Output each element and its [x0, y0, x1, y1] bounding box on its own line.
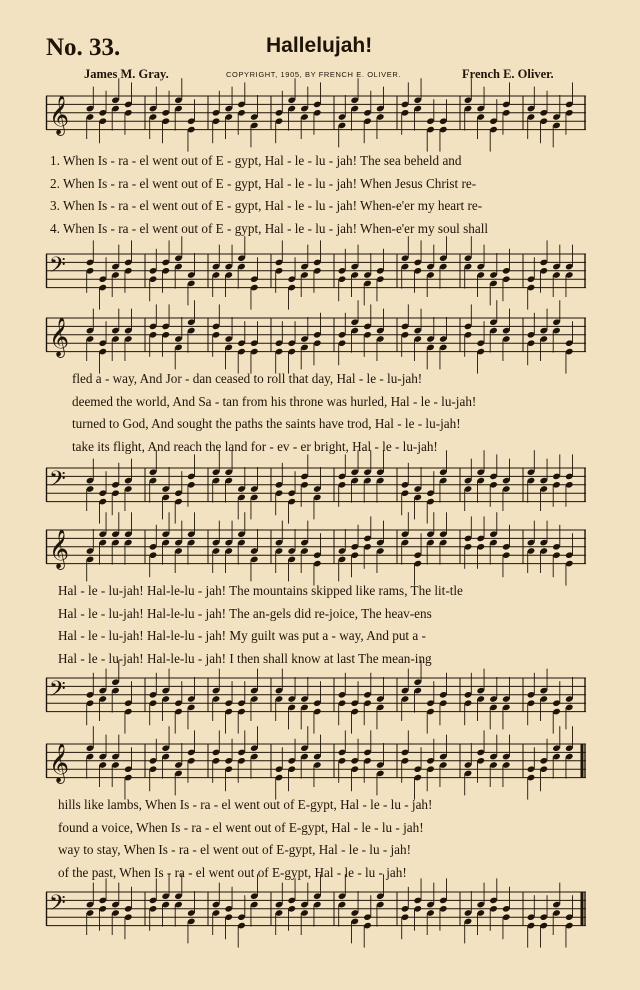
note-chord [476, 730, 485, 782]
note-chord [476, 516, 485, 568]
note-chord [86, 240, 95, 292]
note-chord [212, 730, 221, 782]
lyric-line-verse-2: 2. When Is - ra - el went out of E - gypt, Hal - le - lu - jah! When Jesus Christ re- [50, 175, 477, 191]
note-chord [489, 878, 498, 930]
note-chord [187, 454, 196, 506]
lyric-line-verse-4: of the past, When Is - ra - el went out of E-gypt, Hal - le - lu - jah! [58, 864, 407, 880]
note-chord [439, 99, 448, 151]
note-chord [350, 525, 359, 577]
note-chord [86, 673, 95, 725]
lyric-line-verse-3: 3. When Is - ra - el went out of E - gypt, Hal - le - lu - jah! When-e'er my heart re- [50, 198, 483, 213]
copyright-notice: COPYRIGHT, 1905, BY FRENCH E. OLIVER. [226, 70, 402, 79]
note-chord [313, 240, 322, 292]
note-chord [489, 454, 498, 506]
note-chord [464, 304, 473, 356]
note-chord [539, 739, 548, 791]
verse-lyrics [72, 368, 608, 458]
note-chord [552, 454, 561, 506]
note-chord [237, 321, 246, 373]
note-chord [401, 463, 410, 515]
note-chord [426, 739, 435, 791]
lyric-line-verse-2: deemed the world, And Sa - tan from his throne was hurled, Hal - le - lu-jah! [72, 393, 477, 409]
note-chord [275, 463, 284, 515]
note-chord [363, 516, 372, 568]
note-chord [552, 681, 561, 733]
note-chord [275, 91, 284, 143]
bass-staff [46, 462, 586, 518]
hymn-title: Hallelujah! [266, 34, 373, 57]
note-chord [124, 887, 133, 939]
treble-staff [46, 738, 586, 794]
note-chord [237, 895, 246, 947]
composer-credit: French E. Oliver. [462, 67, 554, 81]
note-chord [124, 681, 133, 733]
note-chord [275, 240, 284, 292]
treble-clef-icon: 𝄞 [49, 529, 70, 570]
note-chord [224, 681, 233, 733]
note-chord [413, 878, 422, 930]
lyric-line-verse-4: Hal - le - lu-jah! Hal-le-lu - jah! I then shall know at last The mean-ing [58, 650, 432, 666]
note-chord [313, 82, 322, 134]
verse-lyrics [50, 150, 586, 240]
verse-lyrics [58, 794, 594, 884]
note-chord [413, 240, 422, 292]
note-chord [464, 673, 473, 725]
note-chord [98, 321, 107, 373]
note-chord [250, 257, 259, 309]
bass-staff [46, 672, 586, 728]
note-chord [224, 739, 233, 791]
note-chord [464, 516, 473, 568]
note-chord [363, 673, 372, 725]
note-chord [439, 673, 448, 725]
note-chord [350, 681, 359, 733]
note-chord [187, 730, 196, 782]
lyric-line-verse-3: way to stay, When Is - ra - el went out of E-gypt, Hal - le - lu - jah! [58, 842, 412, 857]
note-chord [527, 257, 536, 309]
treble-clef-icon: 𝄞 [49, 317, 70, 358]
note-chord [401, 82, 410, 134]
note-chord [124, 747, 133, 799]
note-chord [149, 739, 158, 791]
lyric-line-verse-1: hills like lambs, When Is - ra - el went out of E-gypt, Hal - le - lu - jah! [58, 797, 433, 812]
note-chord [98, 91, 107, 143]
bass-clef-icon: 𝄢 [49, 890, 66, 921]
note-chord [502, 82, 511, 134]
note-chord [527, 313, 536, 365]
bass-staff [46, 248, 586, 304]
note-chord [363, 895, 372, 947]
note-chord [111, 463, 120, 515]
bass-clef-icon: 𝄢 [49, 252, 66, 283]
note-chord [527, 747, 536, 799]
note-chord [413, 533, 422, 585]
note-chord [161, 240, 170, 292]
note-chord [287, 878, 296, 930]
note-chord [338, 313, 347, 365]
note-chord [502, 249, 511, 301]
note-chord [287, 739, 296, 791]
note-chord [527, 673, 536, 725]
note-chord [401, 887, 410, 939]
lyric-line-verse-1: fled a - way, And Jor - dan ceased to roll that day, Hal - le - lu-jah! [72, 371, 423, 386]
note-chord [426, 99, 435, 151]
note-chord [565, 454, 574, 506]
note-chord [237, 681, 246, 733]
note-chord [565, 82, 574, 134]
note-chord [313, 533, 322, 585]
note-chord [502, 887, 511, 939]
treble-staff [46, 524, 586, 580]
note-chord [98, 878, 107, 930]
note-chord [338, 673, 347, 725]
note-chord [187, 99, 196, 151]
note-chord [237, 82, 246, 134]
lyric-line-verse-1: 1. When Is - ra - el went out of E - gypt, Hal - le - lu - jah! The sea beheld and [50, 153, 462, 168]
note-chord [287, 321, 296, 373]
note-chord [338, 249, 347, 301]
note-chord [275, 747, 284, 799]
lyric-line-verse-4: take its flight, And reach the land for - ev - er bright, Hal - le - lu-jah! [72, 438, 438, 454]
note-chord [565, 533, 574, 585]
note-chord [300, 454, 309, 506]
lyric-line-verse-4: 4. When Is - ra - el went out of E - gypt, Hal - le - lu - jah! When-e'er my soul shall [50, 220, 489, 236]
note-chord [275, 321, 284, 373]
note-chord [149, 673, 158, 725]
note-chord [149, 525, 158, 577]
bass-staff [46, 886, 586, 942]
note-chord [287, 471, 296, 523]
note-chord [224, 887, 233, 939]
note-chord [565, 895, 574, 947]
note-chord [426, 681, 435, 733]
lyric-line-verse-3: turned to God, And sought the paths the saints have trod, Hal - le - lu-jah! [72, 416, 461, 431]
note-chord [161, 91, 170, 143]
note-chord [527, 895, 536, 947]
verse-lyrics [58, 580, 594, 670]
note-chord [237, 730, 246, 782]
note-chord [124, 240, 133, 292]
note-chord [98, 257, 107, 309]
note-chord [552, 525, 561, 577]
bass-clef-icon: 𝄢 [49, 676, 66, 707]
note-chord [363, 91, 372, 143]
note-chord [401, 730, 410, 782]
note-chord [439, 878, 448, 930]
note-chord [363, 730, 372, 782]
note-chord [350, 739, 359, 791]
note-chord [539, 895, 548, 947]
note-chord [338, 454, 347, 506]
note-chord [149, 878, 158, 930]
note-chord [476, 321, 485, 373]
note-chord [313, 681, 322, 733]
lyric-line-verse-2: found a voice, When Is - ra - el went out of E-gypt, Hal - le - lu - jah! [58, 819, 424, 835]
treble-staff [46, 312, 586, 368]
note-chord [174, 471, 183, 523]
lyric-line-verse-3: Hal - le - lu-jah! Hal-le-lu - jah! My guilt was put a - way, And put a - [58, 628, 426, 643]
lyric-line-verse-1: Hal - le - lu-jah! Hal-le-lu - jah! The mountains skipped like rams, The lit-tle [58, 583, 463, 598]
treble-clef-icon: 𝄞 [49, 743, 70, 784]
note-chord [287, 257, 296, 309]
lyricist-credit: James M. Gray. [84, 67, 169, 81]
note-chord [363, 304, 372, 356]
note-chord [376, 249, 385, 301]
note-chord [502, 525, 511, 577]
note-chord [174, 681, 183, 733]
treble-clef-icon: 𝄞 [49, 95, 70, 136]
note-chord [149, 304, 158, 356]
note-chord [489, 99, 498, 151]
note-chord [250, 321, 259, 373]
hymn-number: No. 33. [46, 34, 121, 61]
note-chord [212, 91, 221, 143]
note-chord [149, 249, 158, 301]
note-chord [338, 730, 347, 782]
note-chord [124, 82, 133, 134]
note-chord [401, 304, 410, 356]
note-chord [212, 304, 221, 356]
bass-clef-icon: 𝄢 [49, 466, 66, 497]
note-chord [565, 321, 574, 373]
note-chord [313, 313, 322, 365]
treble-staff [46, 90, 586, 146]
lyric-line-verse-2: Hal - le - lu-jah! Hal-le-lu - jah! The an-gels did re-joice, The heav-ens [58, 605, 432, 621]
note-chord [161, 304, 170, 356]
note-chord [539, 240, 548, 292]
note-chord [539, 91, 548, 143]
note-chord [413, 747, 422, 799]
